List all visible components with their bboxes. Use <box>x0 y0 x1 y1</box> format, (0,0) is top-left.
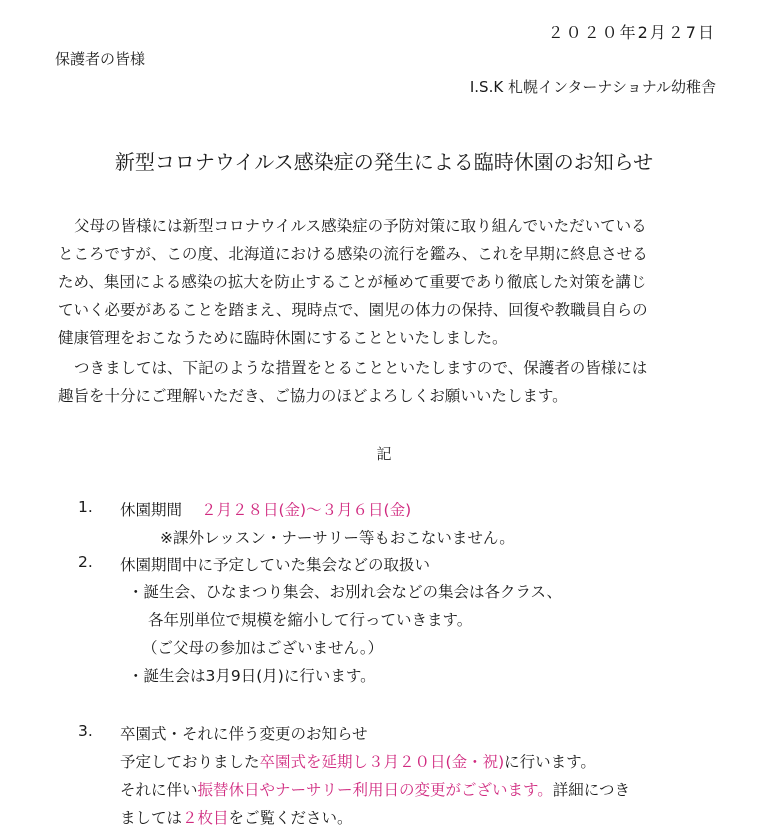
item3-line1: 予定しておりました卒園式を延期し３月２０日(金・祝)に行います。 <box>120 753 596 771</box>
item1-number: 1. <box>78 498 93 516</box>
item1-line <box>120 498 411 520</box>
item1-label: 休園期間 <box>120 501 183 519</box>
sender-name: I.S.K 札幌インターナショナル幼稚舎 <box>469 78 716 96</box>
ki-marker: 記 <box>376 445 392 463</box>
item3-number: 3. <box>78 722 93 740</box>
item3-line2: それに伴い振替休日やナーサリー利用日の変更がございます。詳細につき <box>120 781 630 799</box>
item1-note: ※課外レッスン・ナーサリー等もおこないません。 <box>160 529 515 547</box>
item2-heading: 休園期間中に予定していた集会などの取扱い <box>120 556 431 574</box>
item2-bullet1-line2: 各年別単位で規模を縮小して行っていきます。 <box>148 611 473 629</box>
item3-heading: 卒園式・それに伴う変更のお知らせ <box>120 725 368 743</box>
item2-bullet2: ・誕生会は3月9日(月)に行います。 <box>128 667 376 685</box>
item1-period: ２月２８日(金)～３月６日(金) <box>200 501 412 519</box>
paragraph1-line1: 父母の皆様には新型コロナウイルス感染症の予防対策に取り組んでいただいている <box>74 217 647 235</box>
paragraph2-line2: 趣旨を十分にご理解いただき、ご協力のほどよろしくお願いいたします。 <box>58 387 568 405</box>
item3-line3: ましては２枚目をご覧ください。 <box>120 809 353 827</box>
notice-title: 新型コロナウイルス感染症の発生による臨時休園のお知らせ <box>114 150 654 174</box>
paragraph1-line2: ところですが、この度、北海道における感染の流行を鑑み、これを早期に終息させる <box>58 245 648 263</box>
paragraph2-line1: つきましては、下記のような措置をとることといたしますので、保護者の皆様には <box>74 359 648 377</box>
document-date: ２０２０年2月２7日 <box>547 23 716 42</box>
item2-bullet1-line3: （ご父母の参加はございません。） <box>142 639 384 657</box>
item2-bullet1-line1: ・誕生会、ひなまつり集会、お別れ会などの集会は各クラス、 <box>128 583 563 601</box>
paragraph1-line4: ていく必要があることを踏まえ、現時点で、園児の体力の保持、回復や教職員自らの <box>58 301 648 319</box>
addressee: 保護者の皆様 <box>55 50 146 68</box>
item2-number: 2. <box>78 553 93 571</box>
paragraph1-line3: ため、集団による感染の拡大を防止することが極めて重要であり徹底した対策を講じ <box>58 273 647 291</box>
paragraph1-line5: 健康管理をおこなうために臨時休園にすることといたしました。 <box>58 329 508 347</box>
